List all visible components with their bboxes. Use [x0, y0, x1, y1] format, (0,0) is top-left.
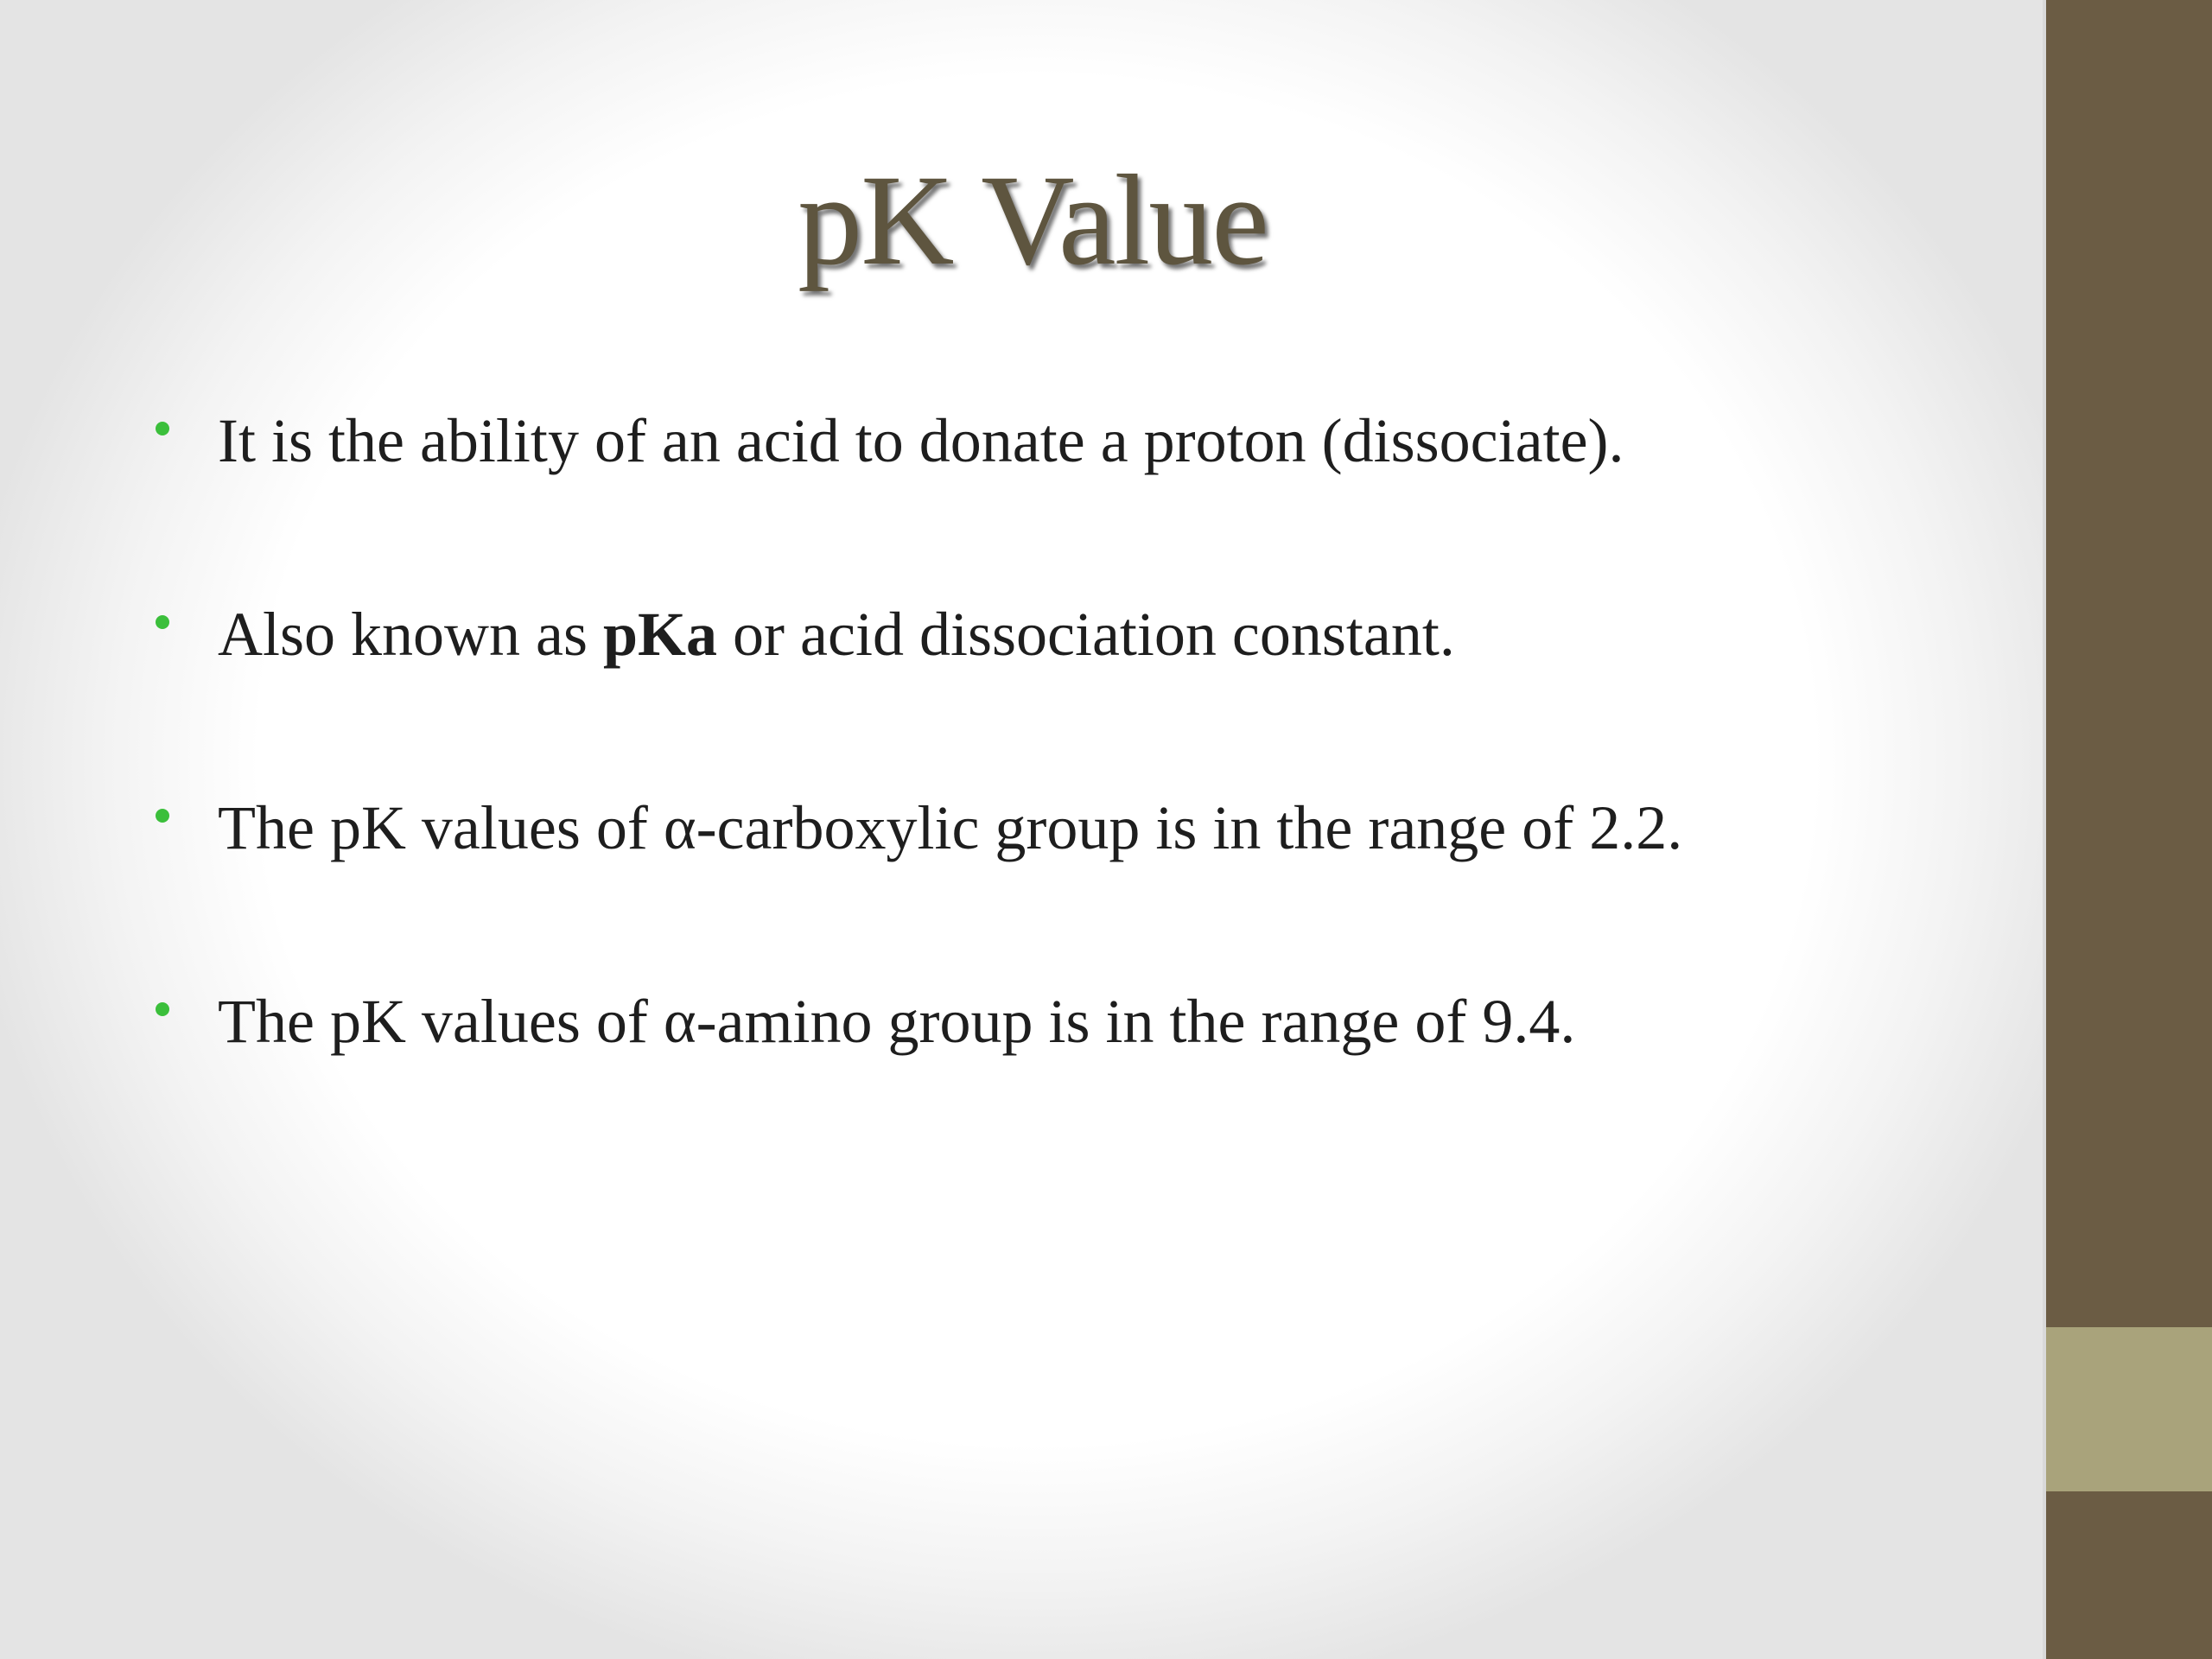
- bullet-item: [156, 397, 1987, 591]
- slide-title: pK Value: [798, 149, 1268, 292]
- bullet-text: The pK values of α-amino group is in the range of 9.4.: [218, 987, 1576, 1056]
- bullet-text: The pK values of α-carboxylic group is in the range of 2.2.: [218, 793, 1683, 862]
- bullet-list: [156, 397, 1987, 1172]
- bullet-text-prefix: Also known as: [218, 600, 603, 669]
- bullet-dot-icon: [156, 615, 169, 629]
- bullet-text-suffix: or acid dissociation constant.: [717, 600, 1455, 669]
- bullet-dot-icon: [156, 422, 169, 435]
- bullet-item: [156, 978, 1987, 1172]
- bullet-item: [156, 591, 1987, 785]
- bullet-text: It is the ability of an acid to donate a proton (dissociate).: [218, 406, 1624, 475]
- bullet-dot-icon: [156, 1002, 169, 1016]
- bullet-item: [156, 785, 1987, 978]
- bullet-dot-icon: [156, 809, 169, 823]
- decorative-side-bar-accent: [2046, 1327, 2212, 1491]
- bullet-text-bold-term: pKa: [603, 600, 718, 669]
